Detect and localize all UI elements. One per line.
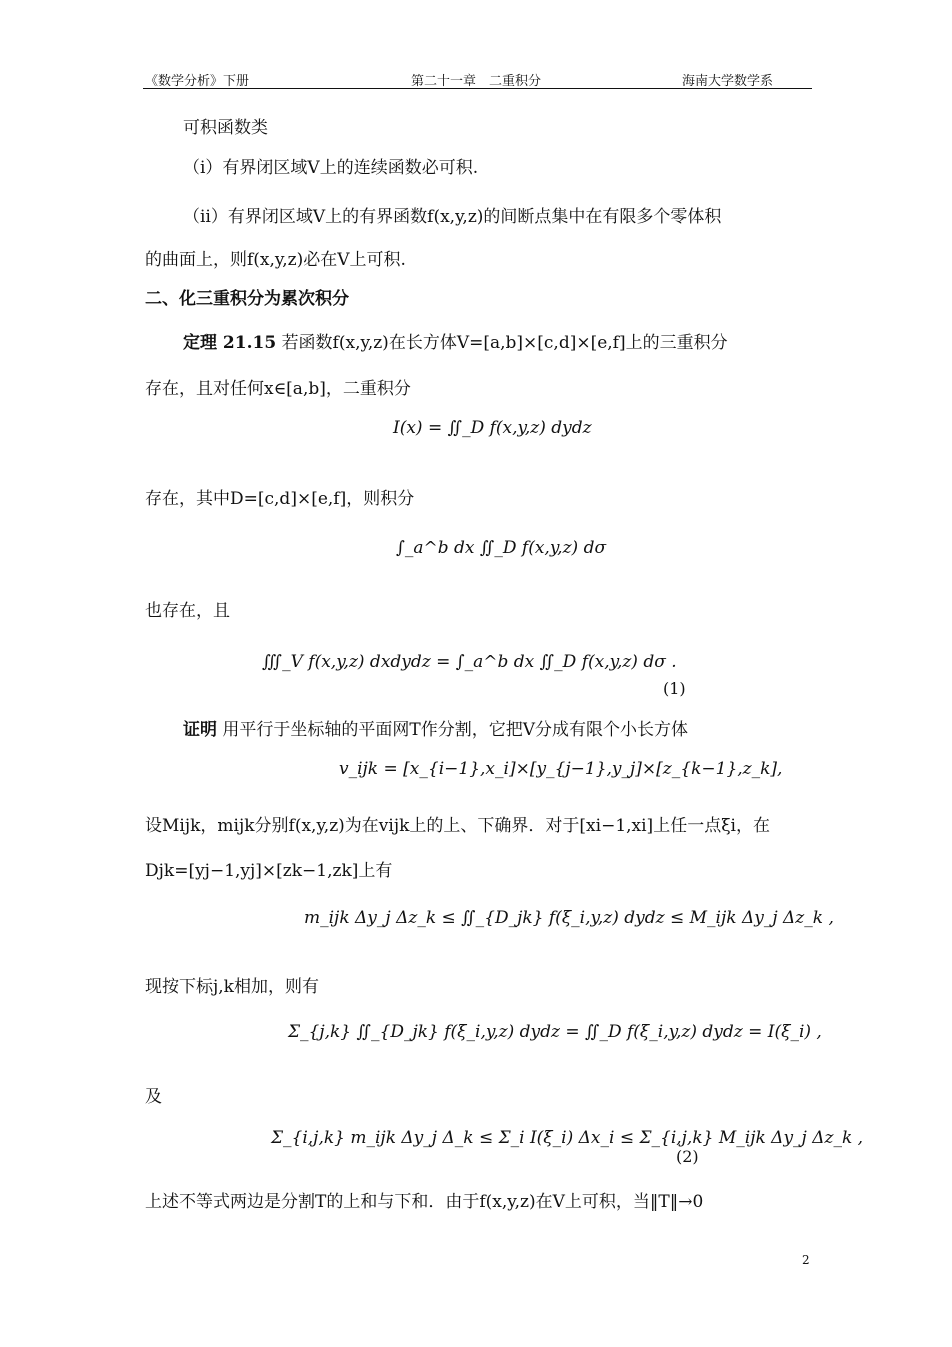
text-line-and: 及 <box>145 1087 162 1107</box>
proof-label: 证明 <box>183 720 217 740</box>
text-line-exists-D: 存在，其中D=[c,d]×[e,f]，则积分 <box>145 489 415 509</box>
header-rule <box>143 88 812 89</box>
equation-sum <box>288 1022 822 1042</box>
equation-I-x-text: I(x) = ∬_D f(x,y,z) dydz <box>393 418 592 438</box>
equation-2 <box>271 1128 863 1148</box>
equation-bound <box>304 908 834 928</box>
text-line-sum-jk: 现按下标j,k相加，则有 <box>145 977 319 997</box>
text-line-D-jk: Djk=[yj−1,yj]×[zk−1,zk]上有 <box>145 861 393 881</box>
header-right: 海南大学数学系 <box>682 74 774 89</box>
equation-v-ijk <box>339 759 782 779</box>
text-line-surface: 的曲面上，则f(x,y,z)必在V上可积. <box>145 250 406 270</box>
proof-line <box>183 718 688 742</box>
theorem-label: 定理 21.15 <box>183 333 277 353</box>
text-line-continuous: （ⅰ）有界闭区域V上的连续函数必可积. <box>183 158 479 178</box>
equation-bound-text: m_ijk Δy_j Δz_k ≤ ∬_{D_jk} f(ξ_i,y,z) dydz ≤ M_ijk Δy_j Δz_k , <box>304 908 834 928</box>
text-line-integrable-classes: 可积函数类 <box>183 118 268 138</box>
text-line-bounded: （ⅱ）有界闭区域V上的有界函数f(x,y,z)的间断点集中在有限多个零体积 <box>183 207 722 227</box>
text-line-exists-double: 存在，且对任何x∈[a,b]，二重积分 <box>145 379 411 399</box>
equation-v-ijk-text: v_ijk = [x_{i−1},x_i]×[y_{j−1},y_j]×[z_{k−1},z_k], <box>339 759 783 779</box>
text-line-also-exists: 也存在，且 <box>145 601 230 621</box>
equation-1-tag: (1) <box>663 679 686 698</box>
text-line-upper-lower: 上述不等式两边是分割T的上和与下和．由于f(x,y,z)在V上可积，当‖T‖→0 <box>145 1192 704 1212</box>
proof-text: 用平行于坐标轴的平面网T作分割，它把V分成有限个小长方体 <box>222 720 689 740</box>
equation-1-text: ∭_V f(x,y,z) dxdydz = ∫_a^b dx ∬_D f(x,y,z) dσ . <box>262 652 677 672</box>
equation-1 <box>262 652 677 672</box>
theorem-line <box>183 331 728 355</box>
equation-2-tag: (2) <box>676 1147 699 1166</box>
theorem-text: 若函数f(x,y,z)在长方体V=[a,b]×[c,d]×[e,f]上的三重积分 <box>281 333 728 353</box>
section-title: 二、化三重积分为累次积分 <box>145 289 349 309</box>
equation-sum-text: Σ_{j,k} ∬_{D_jk} f(ξ_i,y,z) dydz = ∬_D f(ξ_i,y,z) dydz = I(ξ_i) , <box>288 1022 822 1042</box>
text-line-sup-inf: 设Mijk，mijk分别f(x,y,z)为在vijk上的上、下确界．对于[xi−1,xi]上任一点ξi，在 <box>145 816 770 836</box>
equation-I-x <box>393 418 592 438</box>
equation-iterated <box>396 538 606 558</box>
equation-2-text: Σ_{i,j,k} m_ijk Δy_j Δ_k ≤ Σ_i I(ξ_i) Δx_i ≤ Σ_{i,j,k} M_ijk Δy_j Δz_k , <box>271 1128 864 1148</box>
equation-iterated-text: ∫_a^b dx ∬_D f(x,y,z) dσ <box>396 538 607 558</box>
header-left: 《数学分析》下册 <box>145 74 250 89</box>
header-center: 第二十一章 二重积分 <box>411 74 542 89</box>
page-number: 2 <box>802 1253 810 1267</box>
